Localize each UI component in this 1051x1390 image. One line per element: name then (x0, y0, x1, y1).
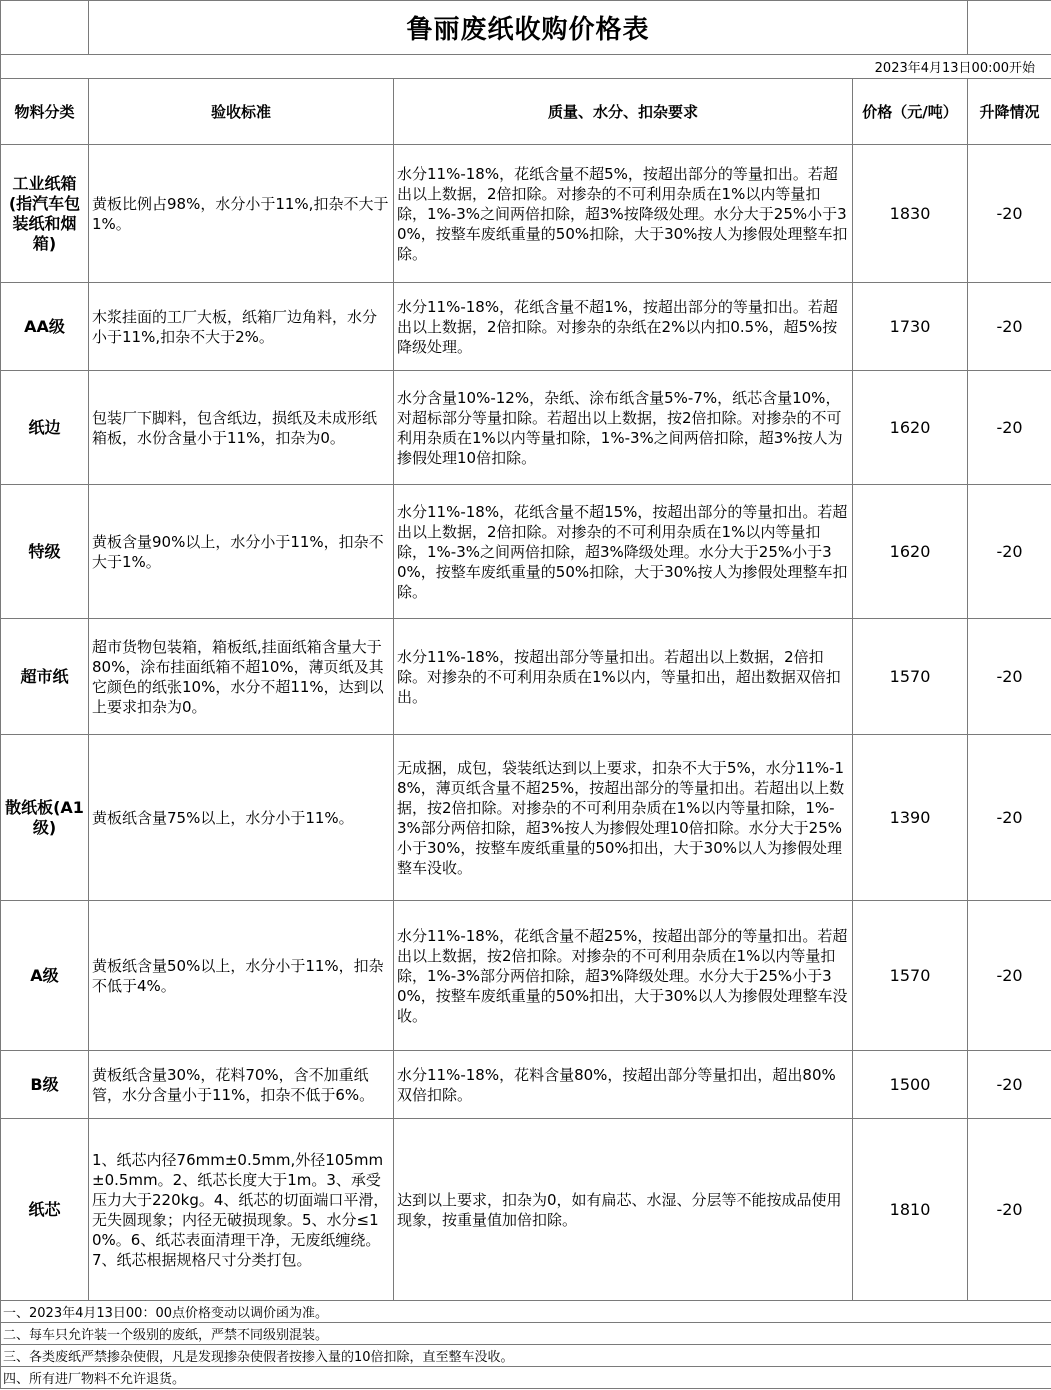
row-category: 纸边 (1, 371, 89, 485)
row-requirements: 无成捆，成包，袋装纸达到以上要求，扣杂不大于5%，水分11%-18%，薄页纸含量不超25%，按超出部分的等量扣出。若超出以上数据，按2倍扣除。对掺杂的不可利用杂质在1%以内等量扣除，1%-3%部分两倍扣除，超3%按人为掺假处理10倍扣除。水分大于25%小于30%，按整车废纸重量的50%扣出，大于30%以人为掺假处理整车没收。 (394, 735, 853, 901)
header-price: 价格（元/吨） (853, 79, 968, 145)
table-row (1, 485, 1051, 619)
effective-date: 2023年4月13日00:00开始 (1, 55, 1051, 79)
table-row (1, 371, 1051, 485)
table-row (1, 283, 1051, 371)
row-price: 1620 (853, 371, 968, 485)
title-spacer-right (968, 1, 1051, 55)
row-price: 1500 (853, 1051, 968, 1119)
note-item: 一、2023年4月13日00：00点价格变动以调价函为准。 (1, 1301, 1051, 1323)
row-change: -20 (968, 371, 1051, 485)
row-change: -20 (968, 145, 1051, 283)
row-category: 特级 (1, 485, 89, 619)
row-category: 纸芯 (1, 1119, 89, 1301)
row-change: -20 (968, 283, 1051, 371)
row-standard: 黄板纸含量50%以上，水分小于11%，扣杂不低于4%。 (89, 901, 394, 1051)
row-category: B级 (1, 1051, 89, 1119)
row-requirements: 水分11%-18%，花纸含量不超5%，按超出部分的等量扣出。若超出以上数据，2倍扣除。对掺杂的不可利用杂质在1%以内等量扣除，1%-3%之间两倍扣除，超3%按降级处理。水分大于25%小于30%，按整车废纸重量的50%扣除，大于30%按人为掺假处理整车扣除。 (394, 145, 853, 283)
row-change: -20 (968, 1051, 1051, 1119)
row-requirements: 水分含量10%-12%，杂纸、涂布纸含量5%-7%，纸芯含量10%，对超标部分等量扣除。若超出以上数据，按2倍扣除。对掺杂的不可利用杂质在1%以内等量扣除，1%-3%之间两倍扣除，超3%按人为掺假处理10倍扣除。 (394, 371, 853, 485)
table-row (1, 145, 1051, 283)
row-price: 1730 (853, 283, 968, 371)
row-standard: 包装厂下脚料，包含纸边，损纸及未成形纸箱板，水份含量小于11%，扣杂为0。 (89, 371, 394, 485)
row-standard: 1、纸芯内径76mm±0.5mm,外径105mm±0.5mm。2、纸芯长度大于1m。3、承受压力大于220kg。4、纸芯的切面端口平滑，无失圆现象；内径无破损现象。5、水分≤10%。6、纸芯表面清理干净，无废纸缠绕。7、纸芯根据规格尺寸分类打包。 (89, 1119, 394, 1301)
row-price: 1830 (853, 145, 968, 283)
header-category: 物料分类 (1, 79, 89, 145)
note-item: 四、所有进厂物料不允许退货。 (1, 1367, 1051, 1389)
row-category: AA级 (1, 283, 89, 371)
row-standard: 黄板比例占98%，水分小于11%,扣杂不大于1%。 (89, 145, 394, 283)
row-change: -20 (968, 901, 1051, 1051)
table-row (1, 735, 1051, 901)
row-category: A级 (1, 901, 89, 1051)
row-requirements: 水分11%-18%，花纸含量不超1%，按超出部分的等量扣出。若超出以上数据，2倍扣除。对掺杂的杂纸在2%以内扣0.5%，超5%按降级处理。 (394, 283, 853, 371)
row-requirements: 达到以上要求，扣杂为0，如有扁芯、水湿、分层等不能按成品使用现象，按重量值加倍扣除。 (394, 1119, 853, 1301)
row-price: 1390 (853, 735, 968, 901)
row-change: -20 (968, 485, 1051, 619)
row-requirements: 水分11%-18%，按超出部分等量扣出。若超出以上数据，2倍扣除。对掺杂的不可利用杂质在1%以内，等量扣出，超出数据双倍扣出。 (394, 619, 853, 735)
table-header (1, 79, 1051, 145)
row-price: 1570 (853, 619, 968, 735)
note-item: 三、各类废纸严禁掺杂使假，凡是发现掺杂使假者按掺入量的10倍扣除，直至整车没收。 (1, 1345, 1051, 1367)
row-change: -20 (968, 619, 1051, 735)
table-row (1, 1119, 1051, 1301)
row-requirements: 水分11%-18%，花纸含量不超25%，按超出部分的等量扣出。若超出以上数据，按2倍扣除。对掺杂的不可利用杂质在1%以内等量扣除，1%-3%部分两倍扣除，超3%降级处理。水分大于25%小于30%，按整车废纸重量的50%扣出，大于30%以人为掺假处理整车没收。 (394, 901, 853, 1051)
row-change: -20 (968, 735, 1051, 901)
page-title: 鲁丽废纸收购价格表 (89, 1, 968, 55)
row-change: -20 (968, 1119, 1051, 1301)
table-row (1, 901, 1051, 1051)
row-requirements: 水分11%-18%，花料含量80%，按超出部分等量扣出，超出80%双倍扣除。 (394, 1051, 853, 1119)
header-change: 升降情况 (968, 79, 1051, 145)
row-standard: 黄板纸含量30%，花料70%，含不加重纸管，水分含量小于11%，扣杂不低于6%。 (89, 1051, 394, 1119)
row-price: 1570 (853, 901, 968, 1051)
row-price: 1810 (853, 1119, 968, 1301)
title-spacer-left (1, 1, 89, 55)
row-category: 工业纸箱(指汽车包装纸和烟箱) (1, 145, 89, 283)
table-row (1, 619, 1051, 735)
table-row (1, 1051, 1051, 1119)
row-standard: 超市货物包装箱，箱板纸,挂面纸箱含量大于80%，涂布挂面纸箱不超10%，薄页纸及其它颜色的纸张10%，水分不超11%，达到以上要求扣杂为0。 (89, 619, 394, 735)
note-item: 二、每车只允许装一个级别的废纸，严禁不同级别混装。 (1, 1323, 1051, 1345)
row-standard: 黄板纸含量75%以上，水分小于11%。 (89, 735, 394, 901)
header-requirements: 质量、水分、扣杂要求 (394, 79, 853, 145)
row-category: 散纸板(A1级) (1, 735, 89, 901)
row-standard: 木浆挂面的工厂大板，纸箱厂边角料，水分小于11%,扣杂不大于2%。 (89, 283, 394, 371)
row-standard: 黄板含量90%以上，水分小于11%，扣杂不大于1%。 (89, 485, 394, 619)
row-category: 超市纸 (1, 619, 89, 735)
row-price: 1620 (853, 485, 968, 619)
row-requirements: 水分11%-18%，花纸含量不超15%，按超出部分的等量扣出。若超出以上数据，2倍扣除。对掺杂的不可利用杂质在1%以内等量扣除，1%-3%之间两倍扣除，超3%降级处理。水分大于25%小于30%，按整车废纸重量的50%扣除，大于30%按人为掺假处理整车扣除。 (394, 485, 853, 619)
header-standard: 验收标准 (89, 79, 394, 145)
